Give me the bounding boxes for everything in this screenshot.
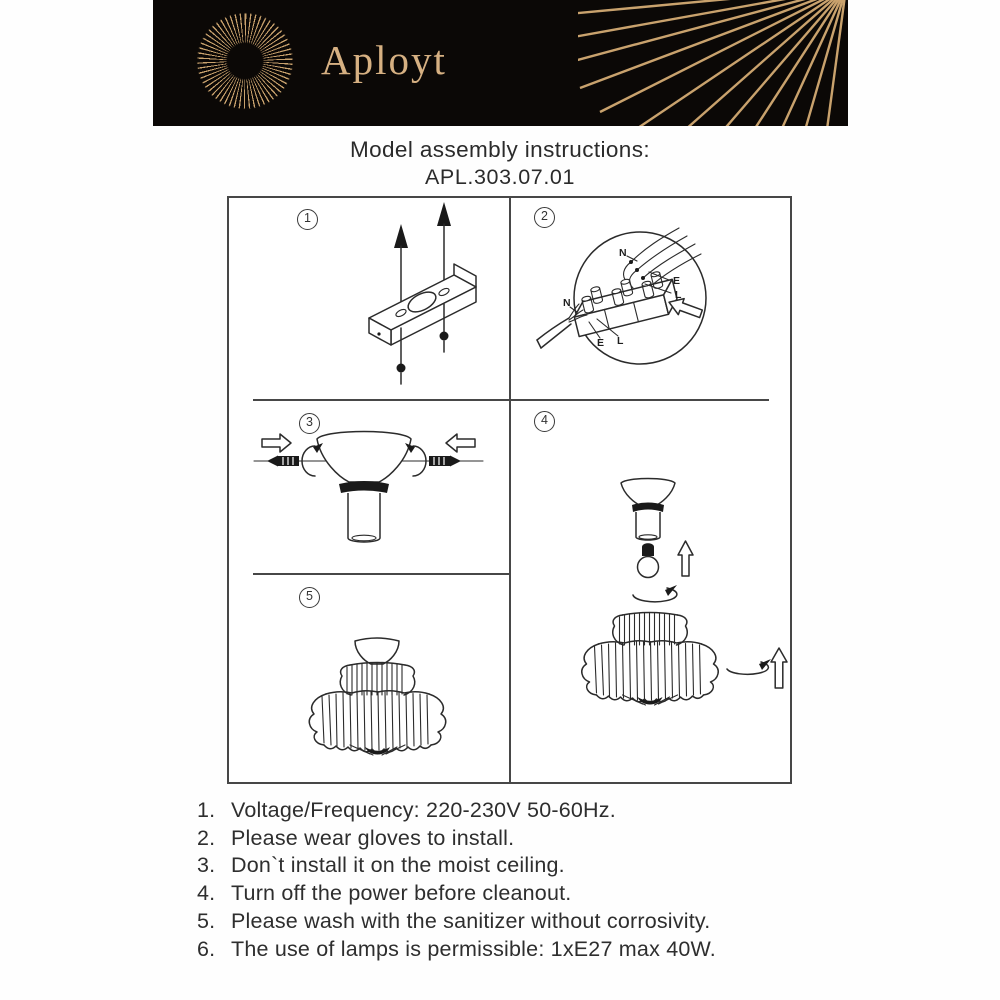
instruction-item bbox=[197, 852, 877, 880]
step-4-badge: 4 bbox=[534, 411, 555, 432]
wiring-label-e2: E bbox=[597, 337, 605, 349]
canopy bbox=[317, 432, 411, 543]
instruction-number: 6. bbox=[197, 936, 216, 961]
brand-banner bbox=[153, 0, 848, 126]
instruction-text: Don`t install it on the moist ceiling. bbox=[231, 853, 565, 878]
rotate-arrow-icon bbox=[727, 659, 771, 674]
instruction-item bbox=[197, 797, 877, 825]
instruction-item bbox=[197, 825, 877, 853]
step-5-illustration bbox=[229, 575, 509, 781]
wiring-label-l2: L bbox=[617, 335, 624, 347]
instructions-list bbox=[197, 797, 877, 963]
instruction-text: Voltage/Frequency: 220-230V 50-60Hz. bbox=[231, 798, 616, 822]
model-number: APL.303.07.01 bbox=[424, 165, 576, 189]
instruction-number: 4. bbox=[197, 881, 216, 906]
instruction-number: 1. bbox=[197, 798, 216, 822]
step-4-illustration bbox=[511, 401, 790, 781]
lampshade bbox=[309, 663, 445, 756]
step-3-badge: 3 bbox=[299, 413, 320, 434]
step-2-illustration bbox=[511, 198, 790, 398]
instruction-item bbox=[197, 880, 877, 908]
canopy bbox=[621, 479, 675, 541]
step-5-badge: 5 bbox=[299, 587, 320, 608]
rotate-arrow-icon bbox=[633, 585, 677, 602]
assembly-diagram bbox=[227, 196, 792, 784]
page-title: Model assembly instructions: bbox=[349, 137, 651, 162]
instruction-item bbox=[197, 908, 877, 936]
wiring-label-e: E bbox=[673, 275, 681, 287]
wire-bundle bbox=[624, 228, 701, 288]
instruction-text: The use of lamps is permissible: 1xE27 max 40W. bbox=[231, 936, 716, 961]
mounting-bracket bbox=[369, 264, 476, 345]
bulb-icon bbox=[638, 543, 659, 577]
decorative-rays-icon bbox=[578, 0, 848, 126]
instruction-number: 2. bbox=[197, 825, 216, 850]
instruction-text: Turn off the power before cleanout. bbox=[231, 881, 572, 906]
lampshade bbox=[582, 613, 718, 706]
instruction-item bbox=[197, 936, 877, 964]
step-3-illustration bbox=[229, 401, 509, 572]
instruction-number: 3. bbox=[197, 853, 216, 878]
up-arrow-icon bbox=[678, 541, 693, 576]
wiring-label-n: N bbox=[619, 247, 627, 259]
step-1-badge: 1 bbox=[297, 209, 318, 230]
brand-name: Aployt bbox=[321, 37, 447, 83]
instruction-number: 5. bbox=[197, 908, 216, 933]
wiring-label-n2: N bbox=[563, 297, 571, 309]
up-arrow-icon bbox=[771, 648, 787, 688]
instruction-text: Please wear gloves to install. bbox=[231, 825, 515, 850]
step-1-illustration bbox=[229, 198, 509, 398]
wiring-label-l: L bbox=[675, 289, 682, 301]
instruction-text: Please wash with the sanitizer without corrosivity. bbox=[231, 908, 711, 933]
step-2-badge: 2 bbox=[534, 207, 555, 228]
sunburst-logo-icon bbox=[193, 9, 297, 113]
canopy bbox=[355, 638, 399, 664]
